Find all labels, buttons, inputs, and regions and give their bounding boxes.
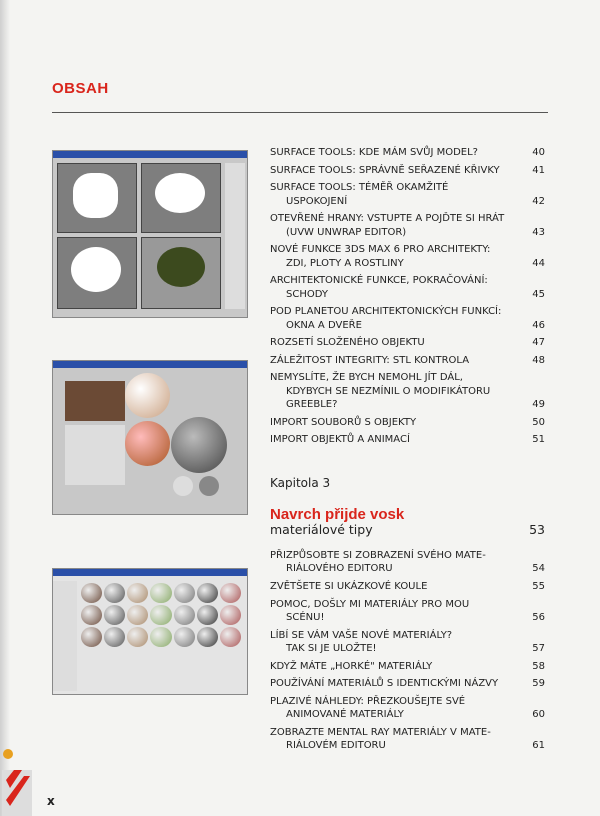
toc-entry-line: RIÁLOVÉHO EDITORU (286, 563, 393, 575)
material-swatch (220, 605, 241, 625)
toc-entry-line: SURFACE TOOLS: TÉMĚŘ OKAMŽITÉ (270, 182, 449, 194)
toc-entry-page: 60 (532, 709, 545, 721)
toc-entry[interactable] (270, 433, 545, 446)
toc-entry-line: ZDI, PLOTY A ROSTLINY (286, 257, 404, 269)
toc-entry-line: TAK SI JE ULOŽTE! (286, 643, 377, 654)
toc-entry-page: 46 (532, 319, 545, 331)
toc-entry[interactable] (270, 146, 545, 159)
material-swatch (197, 583, 218, 603)
material-swatch (127, 583, 148, 603)
toc-entry-line: ARCHITEKTONICKÉ FUNKCE, POKRAČOVÁNÍ: (270, 275, 488, 287)
chapter-title: Navrch přijde vosk (270, 506, 405, 523)
toc-entry-line: SURFACE TOOLS: KDE MÁM SVŮJ MODEL? (270, 147, 478, 158)
toc-entry[interactable] (270, 695, 545, 722)
toc-entry[interactable] (270, 354, 545, 367)
toc-entry-line: RIÁLOVÉM EDITORU (286, 740, 386, 752)
material-swatch (220, 583, 241, 603)
toc-entry-line: ZOBRAZTE MENTAL RAY MATERIÁLY V MATE- (270, 726, 491, 738)
screenshot-material-editor (52, 360, 248, 515)
header-rule (52, 112, 548, 113)
toc-entry-line: USPOKOJENÍ (286, 195, 348, 207)
toc-entry-page: 50 (532, 416, 545, 428)
toc-entry-title (270, 164, 515, 177)
material-swatch (81, 605, 102, 625)
toc-entry-title (270, 726, 515, 753)
toc-entry-page: 45 (532, 288, 545, 300)
toc-entry[interactable] (270, 164, 545, 177)
toc-entry-line: ANIMOVANÉ MATERIÁLY (286, 709, 404, 721)
toc-entry-title (270, 598, 515, 625)
toc-entry-title (270, 354, 515, 367)
toc-entry-title (270, 580, 515, 593)
toc-entry-page: 55 (532, 581, 545, 592)
toc-entry-line: IMPORT SOUBORŮ S OBJEKTY (270, 416, 417, 428)
chapter-label: Kapitola 3 (270, 476, 331, 490)
toc-entry-title (270, 243, 515, 270)
toc-entry-line: (UVW UNWRAP EDITOR) (286, 226, 407, 238)
toc-entry-title (270, 433, 515, 446)
toc-entry[interactable] (270, 549, 545, 576)
toc-entry-page: 51 (532, 434, 545, 446)
toc-entry-page: 49 (532, 399, 545, 411)
toc-entry[interactable] (270, 336, 545, 349)
material-swatch (81, 627, 102, 647)
material-swatch (220, 627, 241, 647)
toc-entry-title (270, 212, 515, 239)
material-swatch (174, 605, 195, 625)
toc-entry-line: OTEVŘENÉ HRANY: VSTUPTE A POJĎTE SI HRÁT (270, 213, 505, 225)
material-swatch (104, 583, 125, 603)
toc-entry-title (270, 549, 515, 576)
material-swatch (174, 627, 195, 647)
toc-entry[interactable] (270, 629, 545, 656)
material-swatch (150, 627, 171, 647)
toc-entry[interactable] (270, 580, 545, 593)
page-title: OBSAH (52, 80, 109, 97)
toc-entry-line: ZÁLEŽITOST INTEGRITY: STL KONTROLA (270, 354, 470, 366)
toc-entry-line: SCÉNU! (286, 612, 325, 623)
toc-entry[interactable] (270, 181, 545, 208)
toc-entry[interactable] (270, 274, 545, 301)
toc-entry-line: IMPORT OBJEKTŮ A ANIMACÍ (270, 434, 410, 446)
toc-entry-page: 61 (532, 740, 545, 752)
toc-entry-title (270, 305, 515, 332)
chapter-page: 53 (529, 522, 545, 537)
toc-entry-title (270, 629, 515, 656)
toc-entry-page: 58 (532, 660, 545, 672)
toc-entry-line: LÍBÍ SE VÁM VAŠE NOVÉ MATERIÁLY? (270, 629, 453, 641)
toc-entry-line: POMOC, DOŠLY MI MATERIÁLY PRO MOU (270, 598, 470, 610)
toc-entry[interactable] (270, 371, 545, 411)
toc-entry[interactable] (270, 660, 545, 673)
toc-entry-line: PŘIZPŮSOBTE SI ZOBRAZENÍ SVÉHO MATE- (270, 550, 486, 561)
toc-entry-line: SURFACE TOOLS: SPRÁVNĚ SEŘAZENÉ KŘIVKY (270, 164, 500, 176)
chapter-subtitle: materiálové tipy (270, 522, 373, 537)
toc-entry-title (270, 695, 515, 722)
toc-entry-page: 47 (532, 337, 545, 349)
toc-entry-line: POUŽÍVÁNÍ MATERIÁLŮ S IDENTICKÝMI NÁZVY (270, 678, 499, 690)
material-swatch (150, 605, 171, 625)
screenshot-material-browser (52, 568, 248, 695)
chapter-heading (270, 506, 545, 537)
toc-entry-page: 56 (532, 612, 545, 623)
toc-entry[interactable] (270, 212, 545, 239)
toc-entry-page: 40 (532, 147, 545, 158)
toc-entry-page: 48 (532, 354, 545, 366)
material-swatch (81, 583, 102, 603)
toc-entry-title (270, 274, 515, 301)
toc-entry-title (270, 371, 515, 411)
toc-entry[interactable] (270, 726, 545, 753)
toc-entry-page: 43 (532, 226, 545, 238)
toc-entry-page: 42 (532, 195, 545, 207)
toc-entry[interactable] (270, 598, 545, 625)
toc-entry[interactable] (270, 677, 545, 690)
toc-entry-line: NOVÉ FUNKCE 3DS MAX 6 PRO ARCHITEKTY: (270, 244, 491, 256)
material-swatch (127, 627, 148, 647)
toc-entry[interactable] (270, 243, 545, 270)
toc-entry[interactable] (270, 416, 545, 429)
toc-entry-title (270, 677, 515, 690)
toc-list-part1 (270, 146, 545, 451)
toc-entry-page: 57 (532, 643, 545, 654)
toc-entry-line: PLAZIVÉ NÁHLEDY: PŘEZKOUŠEJTE SVÉ (270, 695, 466, 707)
toc-entry-line: NEMYSLÍTE, ŽE BYCH NEMOHL JÍT DÁL, (270, 372, 463, 384)
toc-entry-line: ROZSETÍ SLOŽENÉHO OBJEKTU (270, 337, 425, 349)
toc-entry-line: POD PLANETOU ARCHITEKTONICKÝCH FUNKCÍ: (270, 306, 502, 318)
toc-entry-line: KDYBYCH SE NEZMÍNIL O MODIFIKÁTORU (286, 385, 491, 397)
toc-entry[interactable] (270, 305, 545, 332)
material-swatch (197, 627, 218, 647)
toc-entry-page: 41 (532, 164, 545, 176)
material-swatch (104, 627, 125, 647)
toc-entry-page: 59 (532, 678, 545, 690)
toc-entry-line: ZVĚTŠETE SI UKÁZKOVÉ KOULE (270, 581, 428, 592)
traffic-cone-icon (0, 740, 36, 816)
toc-entry-line: SCHODY (286, 288, 328, 300)
toc-entry-page: 54 (532, 563, 545, 575)
page-number: x (47, 794, 55, 808)
toc-entry-title (270, 181, 515, 208)
screenshot-3dsmax-viewports (52, 150, 248, 318)
toc-entry-title (270, 660, 515, 673)
toc-entry-line: KDYŽ MÁTE „HORKÉ" MATERIÁLY (270, 660, 433, 672)
material-swatch (104, 605, 125, 625)
toc-entry-title (270, 336, 515, 349)
material-swatch (150, 583, 171, 603)
toc-entry-line: GREEBLE? (286, 399, 338, 411)
toc-list-part2 (270, 549, 545, 757)
toc-entry-title (270, 416, 515, 429)
toc-entry-line: OKNA A DVEŘE (286, 319, 362, 331)
toc-entry-title (270, 146, 515, 159)
material-swatch (197, 605, 218, 625)
material-swatch (174, 583, 195, 603)
page-edge-shadow (0, 0, 10, 816)
material-swatch (127, 605, 148, 625)
toc-entry-page: 44 (532, 257, 545, 269)
